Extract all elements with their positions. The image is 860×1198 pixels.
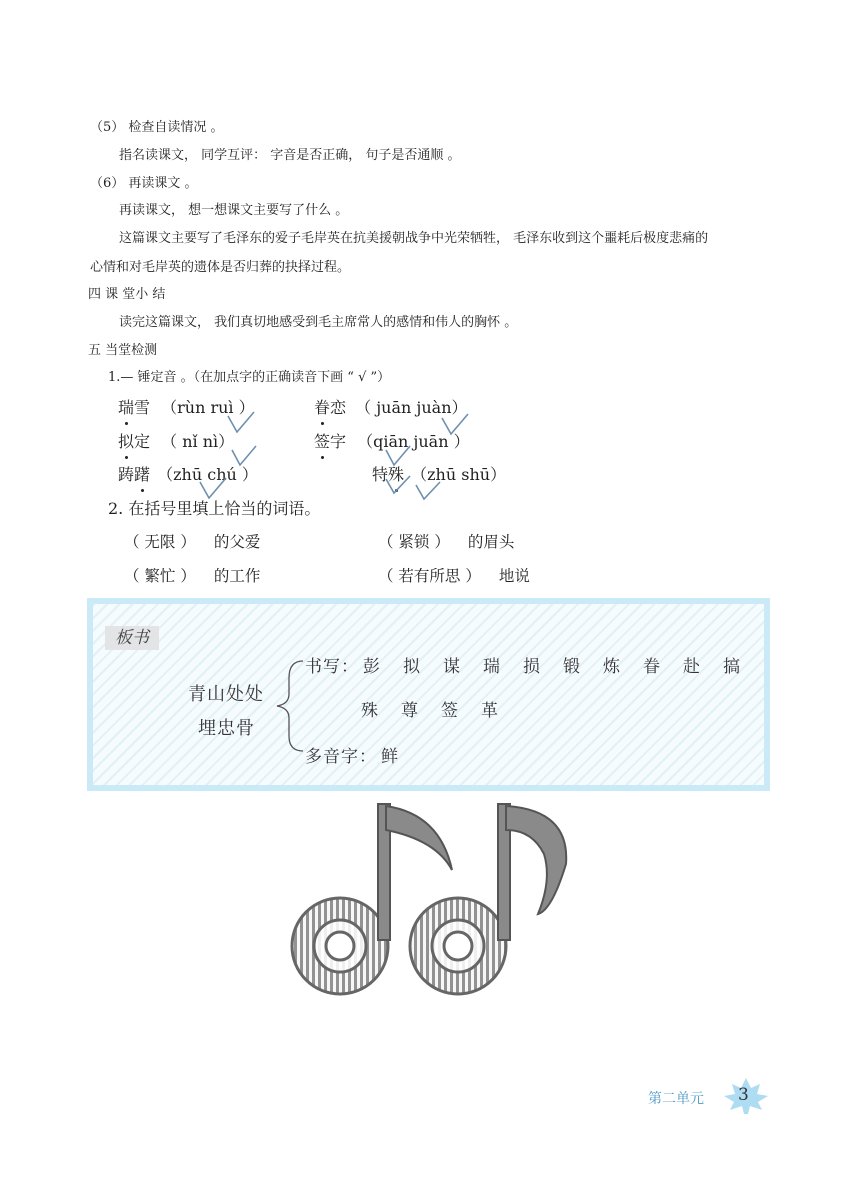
board-tag: 板书 [105,626,159,650]
check-mark-icon [226,410,256,436]
check-mark-icon [440,412,470,438]
section5-heading: 五 当堂检测 [88,343,158,358]
q2-item-3: （ 繁忙 ） 的工作 [124,567,261,585]
q1-prompt: 1.— 锤定音 。（在加点字的正确读音下画 “ √ ”） [108,370,391,385]
polyphone-chars: 鲜 [381,747,399,767]
section4-heading: 四 课 堂小 结 [88,287,166,302]
board-title-line2: 埋忠骨 [198,718,255,739]
music-notes-icon [282,800,582,1000]
q2-item-2: （ 紧锁 ） 的眉头 [378,533,515,551]
step6-label: （6） 再读课文 。 [90,176,198,191]
check-mark-icon [384,474,412,496]
board-summary [87,598,770,791]
step6-body2-line2: 心情和对毛岸英的遗体是否归葬的抉择过程。 [90,260,351,275]
page-number: 3 [738,1085,749,1105]
q1-item-2: 眷恋 （ juān juàn） [314,395,468,418]
step5-body: 指名读课文， 同学互评： 字音是否正确， 句子是否通顺 。 [119,148,461,163]
q2-item-4: （ 若有所思 ） 地说 [378,567,530,585]
check-mark-icon [384,444,412,468]
q2-prompt: 2. 在括号里填上恰当的词语。 [108,499,321,518]
step6-body1: 再读课文， 想一想课文主要写了什么 。 [119,203,349,218]
q1-item-6: 特殊 （zhū shū） [372,462,506,485]
step5-label: （5） 检查自读情况 。 [90,120,224,135]
board-title-line1: 青山处处 [188,684,264,705]
q1-item-4: 签字 （qiān juān ） [314,429,470,452]
writing-chars-row2: 殊 尊 签 革 [361,701,499,721]
writing-label: 书写： [305,657,359,677]
polyphone-label: 多音字： [305,747,377,767]
check-mark-icon [414,480,442,502]
q2-item-1: （ 无限 ） 的父爱 [124,533,261,551]
step6-body2-line1: 这篇课文主要写了毛泽东的爱子毛岸英在抗美援朝战争中光荣牺牲， 毛泽东收到这个噩耗后极度悲痛的 [119,231,709,246]
q1-item-1: 瑞雪 （rùn ruì ） [118,395,255,418]
check-mark-icon [230,444,258,468]
brace-icon [269,658,307,754]
footer-unit: 第二单元 [648,1091,704,1107]
q1-item-3: 拟定 （ nǐ nì） [118,429,234,452]
q1-item-5: 踌躇 （zhū chú ） [118,462,258,485]
section4-body: 读完这篇课文， 我们真切地感受到毛主席常人的感情和伟人的胸怀 。 [119,315,518,330]
writing-chars-row1: 彭 拟 谋 瑞 损 锻 炼 眷 赴 搞 [363,657,741,677]
